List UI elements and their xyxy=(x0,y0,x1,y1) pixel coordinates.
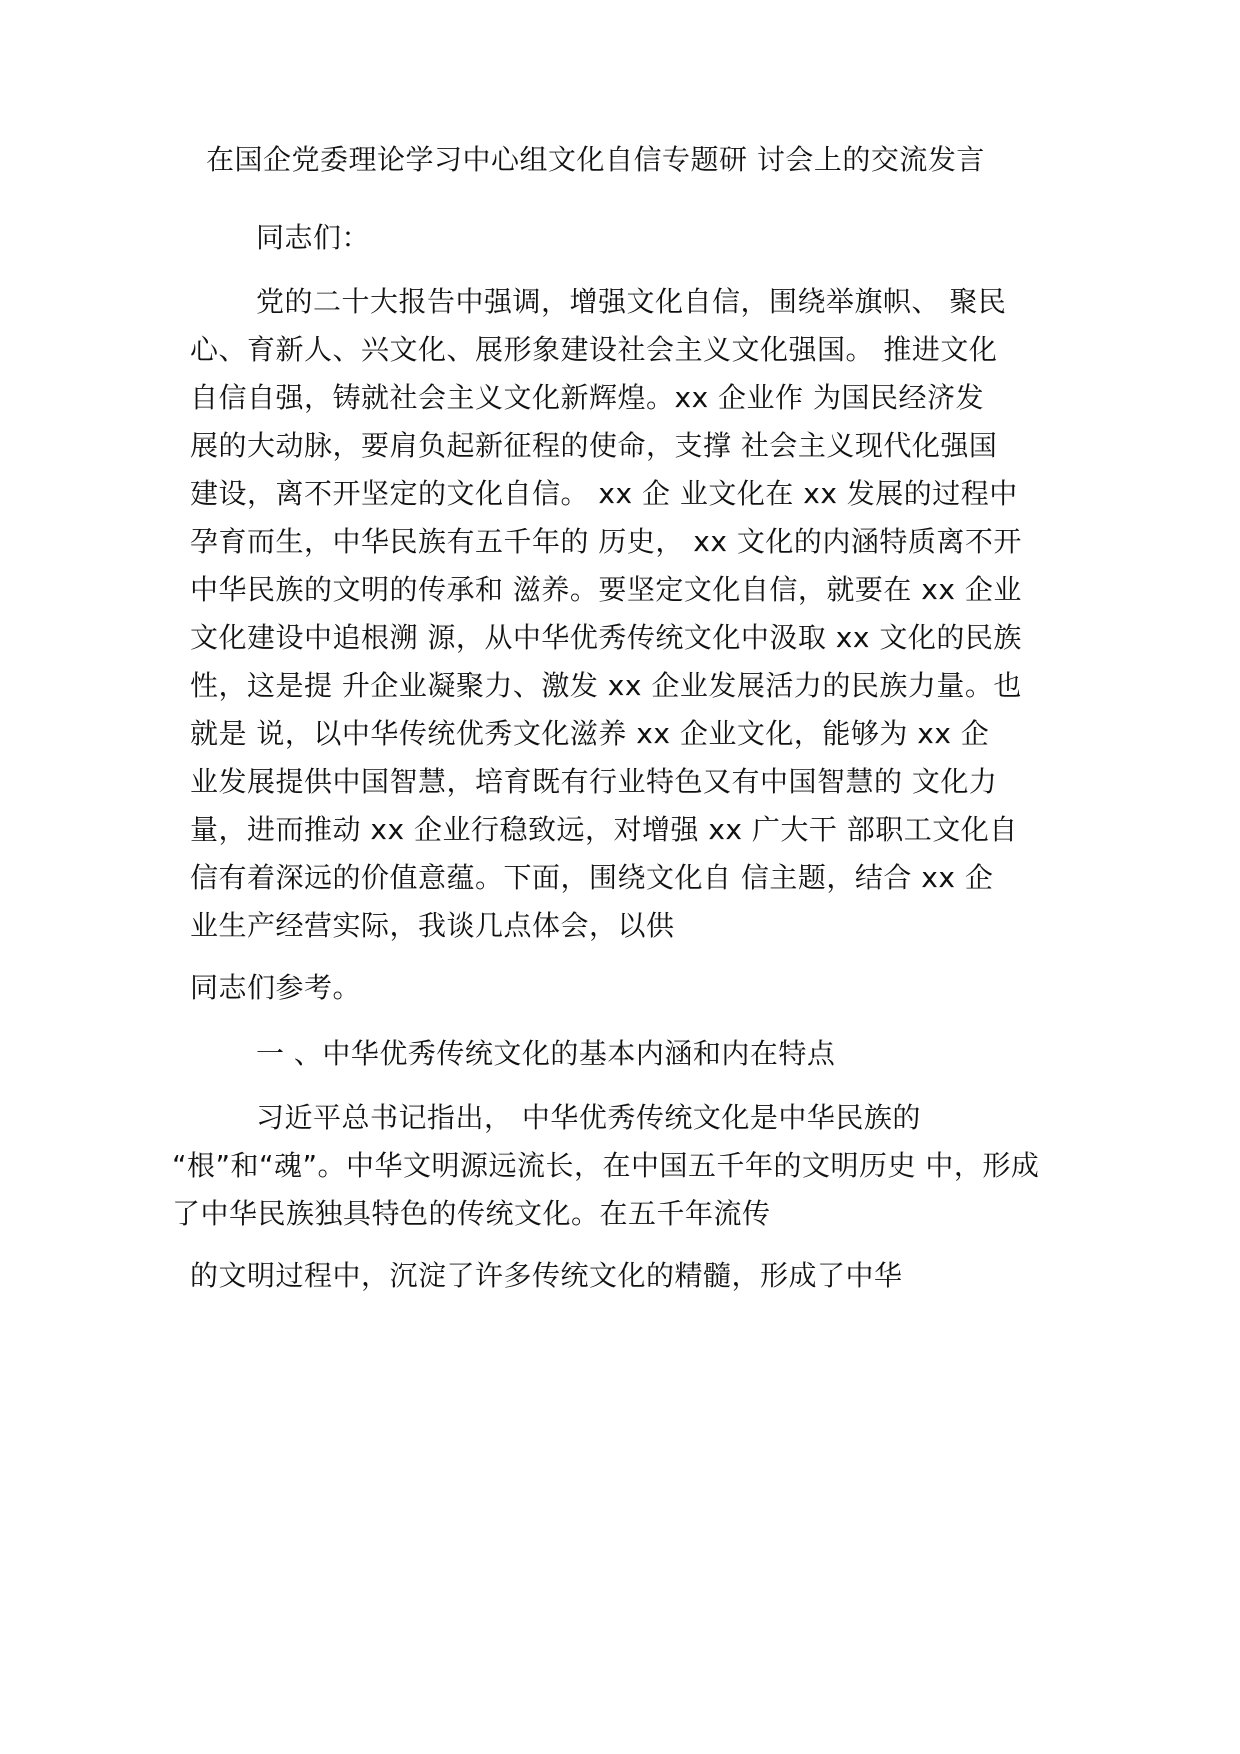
section-heading: 一 、中华优秀传统文化的基本内涵和内在特点 xyxy=(256,1037,836,1070)
salutation: 同志们： xyxy=(256,221,371,254)
paragraph-line: “根”和“魂”。中华文明源远流长，在中国五千年的文明历史 中，形成 xyxy=(172,1149,1040,1182)
paragraph-line: 了中华民族独具特色的传统文化。在五千年流传 xyxy=(172,1197,771,1230)
paragraph-line: 孕育而生，中华民族有五千年的 历史， xx 文化的内涵特质离不开 xyxy=(190,525,1022,558)
paragraph-line: 同志们参考。 xyxy=(190,971,362,1004)
paragraph-line: 业发展提供中国智慧，培育既有行业特色又有中国智慧的 文化力 xyxy=(190,765,998,798)
paragraph-line: 心、育新人、兴文化、展形象建设社会主义文化强国。 推进文化 xyxy=(190,333,998,366)
paragraph-line: 自信自强，铸就社会主义文化新辉煌。xx 企业作 为国民经济发 xyxy=(190,381,984,414)
paragraph-line: 中华民族的文明的传承和 滋养。要坚定文化自信，就要在 xx 企业 xyxy=(190,573,1022,606)
paragraph-line: 就是 说，以中华传统优秀文化滋养 xx 企业文化，能够为 xx 企 xyxy=(190,717,990,750)
paragraph-line: 文化建设中追根溯 源，从中华优秀传统文化中汲取 xx 文化的民族 xyxy=(190,621,1022,654)
paragraph-line: 性，这是提 升企业凝聚力、激发 xx 企业发展活力的民族力量。也 xyxy=(190,669,1022,702)
paragraph-line: 展的大动脉，要肩负起新征程的使命，支撑 社会主义现代化强国 xyxy=(190,429,998,462)
paragraph-line: 习近平总书记指出， 中华优秀传统文化是中华民族的 xyxy=(256,1101,921,1134)
paragraph-line: 业生产经营实际，我谈几点体会，以供 xyxy=(190,909,675,942)
paragraph-line: 建设，离不开坚定的文化自信。 xx 企 业文化在 xx 发展的过程中 xyxy=(190,477,1018,510)
paragraph-line: 党的二十大报告中强调，增强文化自信，围绕举旗帜、 聚民 xyxy=(256,285,1007,318)
document-title: 在国企党委理论学习中心组文化自信专题研 讨会上的交流发言 xyxy=(206,143,985,176)
paragraph-line: 量，进而推动 xx 企业行稳致远，对增强 xx 广大干 部职工文化自 xyxy=(190,813,1018,846)
paragraph-line: 信有着深远的价值意蕴。下面，围绕文化自 信主题，结合 xx 企 xyxy=(190,861,994,894)
paragraph-line: 的文明过程中，沉淀了许多传统文化的精髓，形成了中华 xyxy=(190,1259,903,1292)
